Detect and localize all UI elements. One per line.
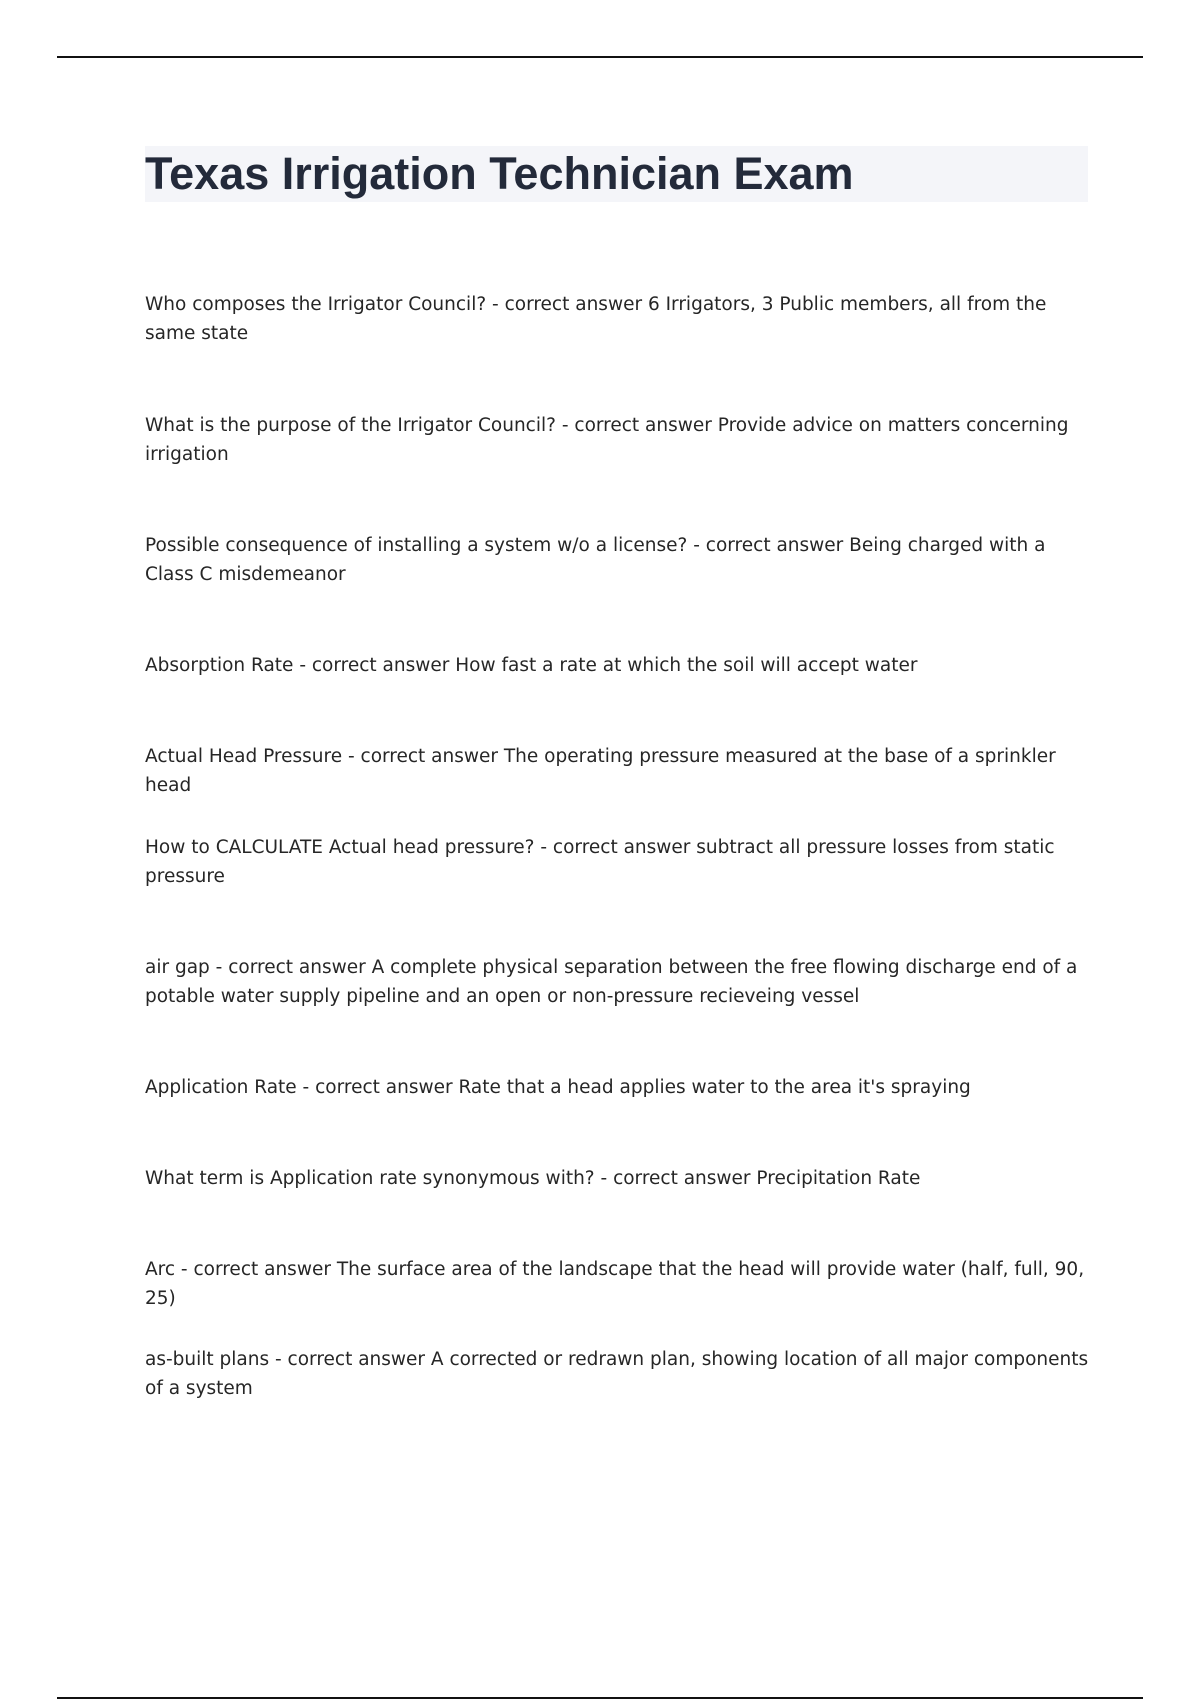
qa-entry: Arc - correct answer The surface area of the landscape that the head will provide water (half, full, 90, 25) (145, 1259, 1085, 1309)
header-rule (57, 56, 1143, 58)
qa-entry: air gap - correct answer A complete physical separation between the free flowing discharge end of a potable water supply pipeline and an open or non-pressure recieveing vessel (145, 957, 1078, 1007)
footer-rule (57, 1697, 1143, 1699)
page-title: Texas Irrigation Technician Exam (145, 148, 854, 199)
qa-entry: Absorption Rate - correct answer How fast a rate at which the soil will accept water (145, 655, 918, 676)
qa-entry: Application Rate - correct answer Rate that a head applies water to the area it's spraying (145, 1077, 971, 1098)
qa-entry: Who composes the Irrigator Council? - correct answer 6 Irrigators, 3 Public members, all from the same state (145, 294, 1047, 344)
qa-entry: Actual Head Pressure - correct answer The operating pressure measured at the base of a sprinkler head (145, 746, 1056, 796)
qa-entry: What is the purpose of the Irrigator Council? - correct answer Provide advice on matters concerning irrigation (145, 415, 1069, 465)
qa-entry: Possible consequence of installing a system w/o a license? - correct answer Being charged with a Class C misdemeanor (145, 535, 1046, 585)
qa-entry: What term is Application rate synonymous with? - correct answer Precipitation Rate (145, 1168, 921, 1189)
qa-entry: as-built plans - correct answer A corrected or redrawn plan, showing location of all major components of a system (145, 1349, 1089, 1399)
qa-entry: How to CALCULATE Actual head pressure? - correct answer subtract all pressure losses from static pressure (145, 837, 1055, 887)
